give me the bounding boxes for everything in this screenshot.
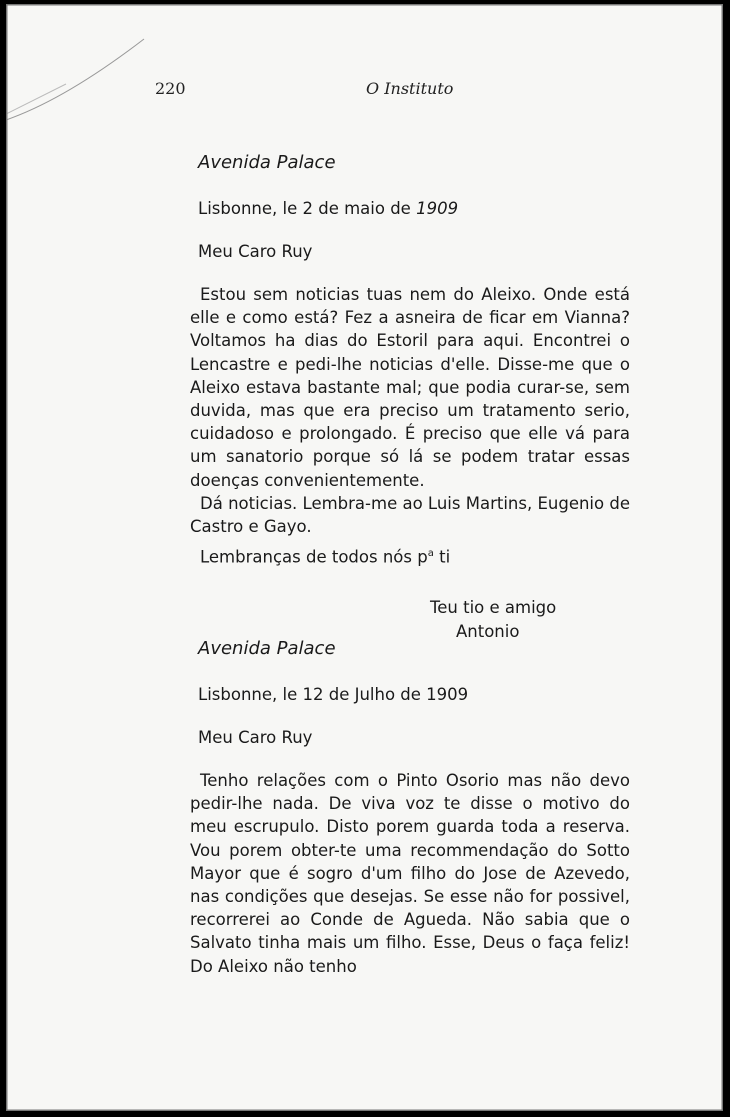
signature-block: [190, 596, 630, 644]
salutation: Meu Caro Ruy: [198, 242, 313, 261]
salutation: Meu Caro Ruy: [198, 728, 313, 747]
signoff: Teu tio e amigo: [430, 597, 557, 617]
body-paragraph: Estou sem noticias tuas nem do Aleixo. Onde está elle e como está? Fez a asneira de ficar em Vianna? Voltamos ha dias do Estoril para aqui. Encontrei o Lencastre e pedi-lhe noticias d'elle. Disse-me que o Aleixo estava bastante mal; que podia curar-se, sem duvida, mas que era preciso um tratamento serio, cuidadoso e prolongado. É preciso que elle vá para um sanatorio porque só lá se podem tratar essas doenças convenientemente.: [190, 285, 630, 490]
document-page: [6, 4, 723, 1111]
running-title: O Instituto: [366, 79, 454, 98]
closing-text: Lembranças de todos nós p: [200, 547, 428, 567]
body-paragraph: Dá noticias. Lembra-me ao Luis Martins, Eugenio de Castro e Gayo.: [190, 493, 630, 537]
closing-line: [200, 542, 630, 570]
letter-2: [190, 638, 630, 978]
page-number: 220: [155, 79, 186, 98]
letterhead: Avenida Palace: [198, 152, 336, 173]
signature-name: Antonio: [456, 621, 520, 641]
dateline-place: Lisbonne, le 2 de maio de: [198, 199, 411, 218]
dateline-year: 1909: [416, 199, 459, 218]
letter-1: [190, 152, 630, 644]
letterhead: Avenida Palace: [198, 638, 336, 659]
dateline: [198, 199, 630, 218]
page-header: [6, 79, 723, 103]
dateline: Lisbonne, le 12 de Julho de 1909: [198, 685, 469, 704]
body-paragraph: Tenho relações com o Pinto Osorio mas não devo pedir-lhe nada. De viva voz te disse o motivo do meu escrupulo. Disto porem guarda toda a reserva. Vou porem obter-te uma recommendação do Sotto Mayor que é sogro d'um filho do Jose de Azevedo, nas condições que desejas. Se esse não for possivel, recorrerei ao Conde de Agueda. Não sabia que o Salvato tinha mais um filho. Esse, Deus o faça feliz! Do Aleixo não tenho: [190, 771, 630, 976]
closing-end: ti: [439, 547, 451, 567]
closing-superscript: a: [427, 548, 434, 560]
